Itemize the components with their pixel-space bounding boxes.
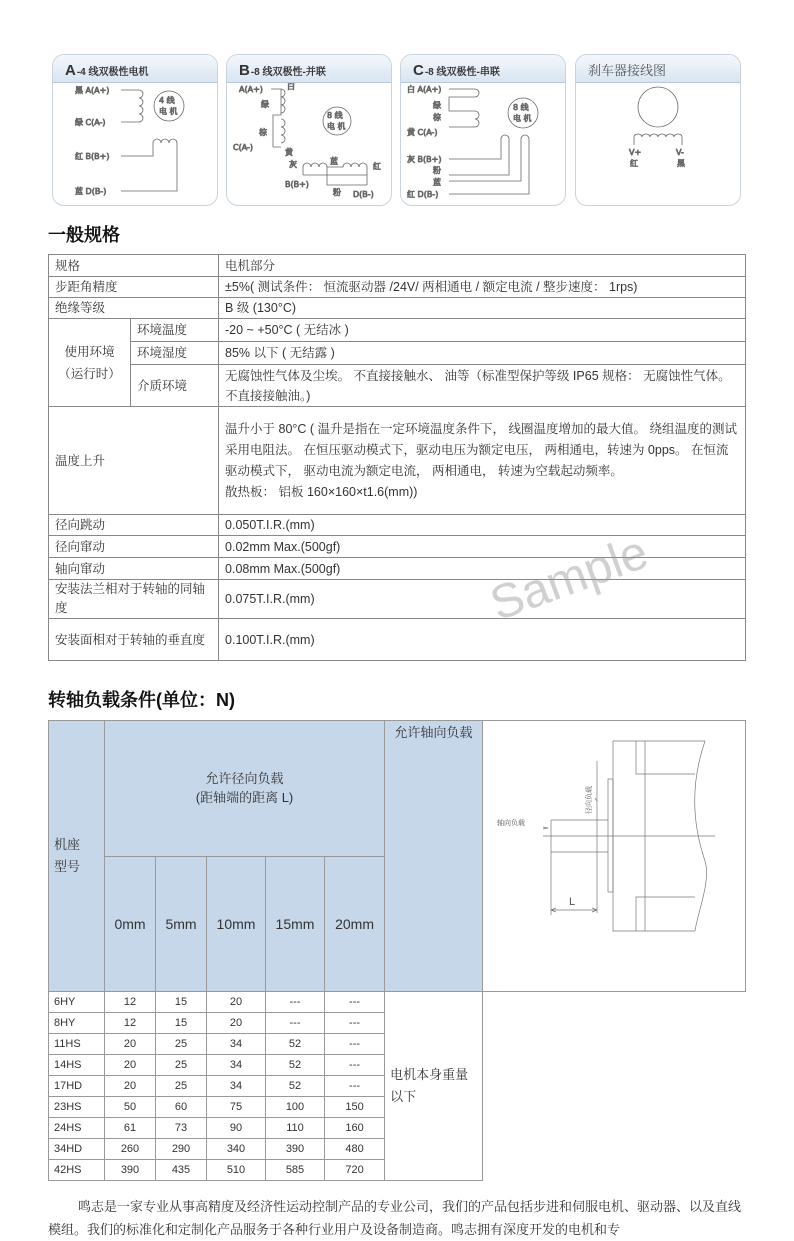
sample-watermark: Sample	[483, 525, 655, 632]
load-value-cell: 150	[325, 1097, 385, 1118]
load-value-cell: 60	[156, 1097, 207, 1118]
load-value-cell: 50	[105, 1097, 156, 1118]
shaft-load-heading: 转轴负载条件(单位：N)	[48, 690, 235, 710]
spec-label: 使用环境 （运行时）	[49, 319, 131, 407]
load-value-cell: 20	[207, 1013, 266, 1034]
spec-value: 电机部分	[219, 255, 746, 277]
load-value-cell: 12	[105, 1013, 156, 1034]
spec-value: -20 ~ +50°C ( 无结冰 )	[219, 319, 746, 342]
svg-text:黄 C(A-): 黄 C(A-)	[407, 128, 438, 137]
column-header-radial: 允许径向负载 (距轴端的距离 L)	[105, 721, 385, 857]
model-cell: 17HD	[49, 1076, 105, 1097]
load-value-cell: 20	[105, 1076, 156, 1097]
load-value-cell: 15	[156, 1013, 207, 1034]
svg-text:红: 红	[373, 162, 381, 171]
table-row	[49, 319, 746, 342]
shaft-load-table	[48, 720, 746, 1181]
load-value-cell: ---	[325, 1055, 385, 1076]
load-value-cell: 90	[207, 1118, 266, 1139]
load-value-cell: 52	[266, 1055, 325, 1076]
column-header-5mm: 5mm	[156, 856, 207, 992]
svg-text:C(A-): C(A-)	[233, 143, 254, 152]
svg-text:8 线: 8 线	[513, 103, 529, 112]
svg-text:黑: 黑	[677, 159, 685, 168]
load-value-cell: ---	[266, 992, 325, 1013]
table-row	[49, 407, 746, 515]
load-value-cell: 61	[105, 1118, 156, 1139]
load-value-cell: 260	[105, 1139, 156, 1160]
load-value-cell: 25	[156, 1055, 207, 1076]
load-value-cell: 390	[266, 1139, 325, 1160]
svg-text:D(B-): D(B-)	[353, 190, 374, 199]
load-value-cell: 390	[105, 1160, 156, 1181]
axial-load-label: 轴向负载	[497, 820, 526, 827]
svg-text:蓝 D(B-): 蓝 D(B-)	[75, 187, 107, 196]
svg-text:灰: 灰	[289, 160, 297, 169]
load-value-cell: 52	[266, 1076, 325, 1097]
svg-text:红 D(B-): 红 D(B-)	[407, 190, 439, 199]
svg-text:蓝: 蓝	[433, 178, 441, 187]
diagram-title: B-8 线双极性-并联	[227, 55, 391, 83]
svg-text:白: 白	[287, 83, 295, 91]
model-cell: 34HD	[49, 1139, 105, 1160]
load-value-cell: ---	[325, 1013, 385, 1034]
svg-text:电 机: 电 机	[159, 107, 178, 116]
table-row	[49, 992, 746, 1013]
spec-label: 径向窜动	[49, 536, 219, 558]
load-value-cell: 20	[207, 992, 266, 1013]
load-value-cell: ---	[325, 992, 385, 1013]
load-value-cell: 110	[266, 1118, 325, 1139]
column-header-axial: 允许轴向负载	[385, 721, 483, 992]
wiring-diagram-a	[52, 54, 218, 206]
load-value-cell: 52	[266, 1034, 325, 1055]
table-row	[49, 277, 746, 298]
spec-value: 0.02mm Max.(500gf)	[219, 536, 746, 558]
spec-label: 规格	[49, 255, 219, 277]
column-header-model: 机座型号	[49, 721, 105, 992]
column-header-0mm: 0mm	[105, 856, 156, 992]
load-value-cell: ---	[325, 1034, 385, 1055]
svg-text:绿 C(A-): 绿 C(A-)	[75, 118, 106, 127]
spec-label: 轴向窜动	[49, 558, 219, 580]
svg-text:粉: 粉	[333, 188, 341, 197]
load-value-cell: 34	[207, 1034, 266, 1055]
load-value-cell: 20	[105, 1034, 156, 1055]
company-description: 鸣志是一家专业从事高精度及经济性运动控制产品的专业公司，我们的产品包括步进和伺服电机、驱动器、以及直线模组。我们的标准化和定制化产品服务于各种行业用户及设备制造商。鸣志拥有深度开发的电机和专	[48, 1199, 742, 1237]
general-spec-section	[48, 254, 746, 661]
diagram-title: A-4 线双极性电机	[53, 55, 217, 83]
column-header-10mm: 10mm	[207, 856, 266, 992]
spec-value: ±5%( 测试条件： 恒流驱动器 /24V/ 两相通电 / 额定电流 / 整步速度： 1rps)	[219, 277, 746, 298]
spec-value: 0.100T.I.R.(mm)	[219, 619, 746, 661]
wiring-4-lead-drawing	[53, 83, 218, 205]
shaft-load-figure	[483, 721, 746, 992]
wiring-8-lead-parallel-drawing	[227, 83, 392, 205]
svg-text:B(B+): B(B+)	[285, 180, 309, 189]
load-value-cell: 20	[105, 1055, 156, 1076]
wiring-diagrams-row	[52, 54, 746, 206]
column-header-15mm: 15mm	[266, 856, 325, 992]
spec-sublabel: 介质环境	[131, 365, 219, 407]
spec-value: 85% 以下 ( 无结露 )	[219, 342, 746, 365]
svg-text:黑 A(A+): 黑 A(A+)	[75, 86, 110, 95]
spec-label: 温度上升	[49, 407, 219, 515]
load-value-cell: 75	[207, 1097, 266, 1118]
svg-text:A(A+): A(A+)	[239, 85, 263, 94]
load-value-cell: 290	[156, 1139, 207, 1160]
table-header-row	[49, 721, 746, 857]
load-value-cell: ---	[325, 1076, 385, 1097]
load-value-cell: 12	[105, 992, 156, 1013]
svg-text:红: 红	[630, 159, 638, 168]
table-row	[49, 342, 746, 365]
diagram-title: 刹车器接线图	[576, 55, 740, 83]
load-value-cell: 340	[207, 1139, 266, 1160]
load-value-cell: 510	[207, 1160, 266, 1181]
column-header-20mm: 20mm	[325, 856, 385, 992]
table-row	[49, 365, 746, 407]
table-row	[49, 298, 746, 319]
svg-text:红 B(B+): 红 B(B+)	[75, 152, 110, 161]
spec-label: 步距角精度	[49, 277, 219, 298]
length-l-label: L	[569, 896, 576, 908]
svg-text:绿: 绿	[433, 101, 441, 110]
load-value-cell: ---	[266, 1013, 325, 1034]
spec-value: 无腐蚀性气体及尘埃。 不直接接触水、 油等（标准型保护等级 IP65 规格： 无腐蚀性气体。 不直接接触油。)	[219, 365, 746, 407]
axial-load-value: 电机本身重量以下	[385, 992, 483, 1181]
general-spec-table	[48, 254, 746, 661]
load-value-cell: 15	[156, 992, 207, 1013]
spec-value: 0.050T.I.R.(mm)	[219, 515, 746, 536]
page	[48, 54, 746, 1241]
svg-text:V-: V-	[676, 148, 684, 157]
svg-text:黄: 黄	[285, 148, 293, 157]
table-row	[49, 255, 746, 277]
spec-label: 安装面相对于转轴的垂直度	[49, 619, 219, 661]
model-cell: 42HS	[49, 1160, 105, 1181]
wiring-diagram-b	[226, 54, 392, 206]
load-value-cell: 25	[156, 1034, 207, 1055]
load-value-cell: 435	[156, 1160, 207, 1181]
table-row	[49, 515, 746, 536]
svg-text:蓝: 蓝	[330, 157, 338, 166]
load-value-cell: 480	[325, 1139, 385, 1160]
model-cell: 6HY	[49, 992, 105, 1013]
spec-sublabel: 环境湿度	[131, 342, 219, 365]
load-value-cell: 73	[156, 1118, 207, 1139]
spec-value: 0.08mm Max.(500gf)	[219, 558, 746, 580]
wiring-diagram-c	[400, 54, 566, 206]
spec-label: 径向跳动	[49, 515, 219, 536]
table-row	[49, 580, 746, 619]
spec-value: 0.075T.I.R.(mm)	[219, 580, 746, 619]
model-cell: 23HS	[49, 1097, 105, 1118]
general-spec-heading: 一般规格	[48, 225, 120, 245]
spec-label: 安装法兰相对于转轴的同轴度	[49, 580, 219, 619]
model-cell: 11HS	[49, 1034, 105, 1055]
svg-text:电 机: 电 机	[327, 122, 346, 131]
radial-load-label: 径向负载	[586, 786, 594, 814]
svg-text:棕: 棕	[433, 113, 441, 122]
model-cell: 14HS	[49, 1055, 105, 1076]
wiring-8-lead-series-drawing	[401, 83, 566, 205]
spec-value: B 级 (130°C)	[219, 298, 746, 319]
svg-text:电 机: 电 机	[513, 114, 532, 123]
svg-text:V+: V+	[629, 148, 642, 157]
spec-value: 温升小于 80°C ( 温升是指在一定环境温度条件下， 线圈温度增加的最大值。 绕组温度的测试采用电阻法。 在恒压驱动模式下，驱动电压为额定电压， 两相通电，转速为 0pps。 在恒流驱动模式下， 驱动电流为额定电流， 两相通电， 转速为空载起动频率。 散热板： 铝板 160×160×t1.6(mm))	[219, 407, 746, 515]
load-value-cell: 585	[266, 1160, 325, 1181]
svg-text:粉: 粉	[433, 166, 441, 175]
svg-text:棕: 棕	[259, 128, 267, 137]
model-cell: 24HS	[49, 1118, 105, 1139]
diagram-title: C-8 线双极性-串联	[401, 55, 565, 83]
load-value-cell: 34	[207, 1055, 266, 1076]
svg-text:绿: 绿	[261, 100, 269, 109]
brake-wiring-drawing	[576, 83, 741, 205]
table-row	[49, 619, 746, 661]
load-value-cell: 34	[207, 1076, 266, 1097]
load-value-cell: 100	[266, 1097, 325, 1118]
svg-text:白 A(A+): 白 A(A+)	[407, 85, 442, 94]
load-value-cell: 25	[156, 1076, 207, 1097]
svg-text:灰 B(B+): 灰 B(B+)	[407, 155, 442, 164]
brake-wiring-diagram	[575, 54, 741, 206]
spec-sublabel: 环境温度	[131, 319, 219, 342]
model-cell: 8HY	[49, 1013, 105, 1034]
load-value-cell: 160	[325, 1118, 385, 1139]
svg-text:4 线: 4 线	[159, 96, 175, 105]
spec-label: 绝缘等级	[49, 298, 219, 319]
load-value-cell: 720	[325, 1160, 385, 1181]
svg-text:8 线: 8 线	[327, 111, 343, 120]
